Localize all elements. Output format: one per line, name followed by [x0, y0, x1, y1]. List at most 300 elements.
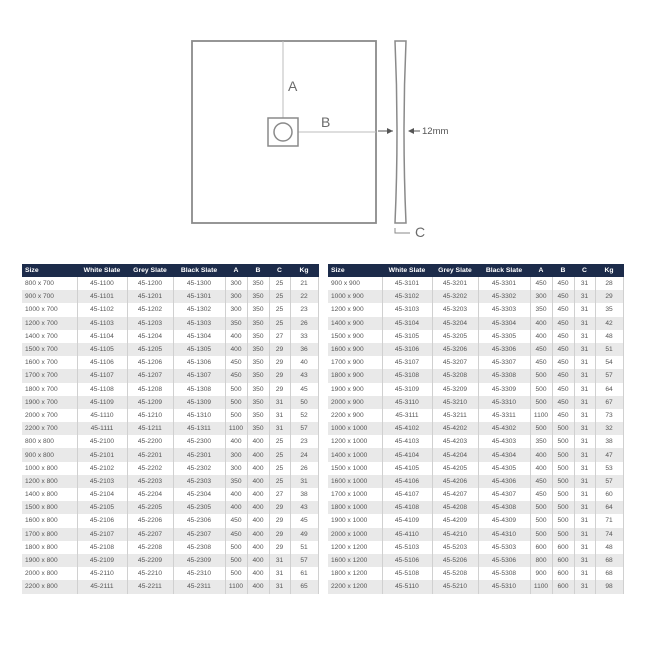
table-cell: 900 x 700 — [22, 290, 77, 303]
table-cell: 1400 x 900 — [328, 317, 382, 330]
table-cell: 1000 x 1000 — [328, 422, 382, 435]
table-cell: 450 — [530, 356, 552, 369]
table-cell: 45-1204 — [127, 330, 173, 343]
table-cell: 450 — [552, 343, 574, 356]
label-a: A — [288, 78, 298, 94]
table-cell: 23 — [290, 435, 318, 448]
table-cell: 45-3201 — [432, 277, 478, 290]
table-cell: 57 — [290, 554, 318, 567]
table-cell: 45-1103 — [77, 317, 127, 330]
table-cell: 400 — [530, 448, 552, 461]
table-cell: 500 — [552, 488, 574, 501]
table-cell: 64 — [595, 501, 623, 514]
table-cell: 600 — [552, 541, 574, 554]
table-cell: 31 — [574, 396, 595, 409]
table-cell: 45-4303 — [478, 435, 530, 448]
table-cell: 45-2307 — [173, 528, 225, 541]
size-table-right — [328, 264, 623, 594]
table-cell: 29 — [595, 290, 623, 303]
table-cell: 65 — [290, 580, 318, 593]
table-cell: 45-4105 — [382, 462, 432, 475]
table-cell: 45-3110 — [382, 396, 432, 409]
table-cell: 500 — [552, 462, 574, 475]
table-cell: 450 — [530, 343, 552, 356]
table-cell: 45-3108 — [382, 369, 432, 382]
table-cell: 45-2304 — [173, 488, 225, 501]
table-cell: 31 — [574, 383, 595, 396]
table-cell: 400 — [225, 435, 247, 448]
table-cell: 57 — [595, 475, 623, 488]
column-header: Kg — [595, 264, 623, 277]
table-cell: 45-2104 — [77, 488, 127, 501]
table-cell: 300 — [225, 462, 247, 475]
table-cell: 31 — [290, 475, 318, 488]
table-cell: 28 — [595, 277, 623, 290]
table-cell: 500 — [552, 435, 574, 448]
column-header: White Slate — [77, 264, 127, 277]
table-cell: 1700 x 700 — [22, 369, 77, 382]
table-cell: 1700 x 900 — [328, 356, 382, 369]
table-row — [22, 475, 318, 488]
table-cell: 45-2209 — [127, 554, 173, 567]
table-cell: 45-4107 — [382, 488, 432, 501]
table-cell: 31 — [574, 528, 595, 541]
table-row — [328, 448, 623, 461]
table-cell: 45-4305 — [478, 462, 530, 475]
table-cell: 29 — [269, 541, 290, 554]
table-cell: 45-2101 — [77, 448, 127, 461]
table-cell: 33 — [290, 330, 318, 343]
table-cell: 500 — [225, 567, 247, 580]
table-cell: 400 — [247, 488, 269, 501]
table-cell: 45-1302 — [173, 303, 225, 316]
table-row — [22, 330, 318, 343]
table-cell: 45-1303 — [173, 317, 225, 330]
table-cell: 45-1100 — [77, 277, 127, 290]
table-cell: 400 — [225, 330, 247, 343]
table-cell: 400 — [247, 567, 269, 580]
table-cell: 500 — [530, 501, 552, 514]
table-row — [22, 422, 318, 435]
table-cell: 31 — [574, 488, 595, 501]
table-cell: 600 — [530, 541, 552, 554]
table-row — [22, 541, 318, 554]
column-header: Kg — [290, 264, 318, 277]
table-cell: 45-2210 — [127, 567, 173, 580]
table-cell: 45-3103 — [382, 303, 432, 316]
table-cell: 45-1102 — [77, 303, 127, 316]
table-cell: 45-2305 — [173, 501, 225, 514]
table-cell: 45-3204 — [432, 317, 478, 330]
table-cell: 45-1209 — [127, 396, 173, 409]
table-row — [328, 462, 623, 475]
table-cell: 45-2309 — [173, 554, 225, 567]
table-cell: 45-3306 — [478, 343, 530, 356]
table-cell: 29 — [269, 356, 290, 369]
size-table-left — [22, 264, 318, 594]
table-cell: 400 — [247, 448, 269, 461]
table-cell: 500 — [530, 514, 552, 527]
table-cell: 45-1104 — [77, 330, 127, 343]
table-cell: 25 — [269, 303, 290, 316]
table-cell: 45-2310 — [173, 567, 225, 580]
table-cell: 23 — [290, 303, 318, 316]
table-cell: 45-1206 — [127, 356, 173, 369]
table-cell: 45-3308 — [478, 369, 530, 382]
table-cell: 45-2208 — [127, 541, 173, 554]
table-cell: 31 — [574, 356, 595, 369]
table-cell: 45-3104 — [382, 317, 432, 330]
table-cell: 450 — [225, 369, 247, 382]
table-cell: 31 — [269, 396, 290, 409]
table-cell: 43 — [290, 369, 318, 382]
table-cell: 31 — [574, 369, 595, 382]
table-cell: 45-2103 — [77, 475, 127, 488]
table-cell: 45-3111 — [382, 409, 432, 422]
table-cell: 350 — [247, 396, 269, 409]
table-cell: 500 — [225, 383, 247, 396]
table-body — [328, 277, 623, 594]
table-cell: 45-1101 — [77, 290, 127, 303]
table-cell: 45-3106 — [382, 343, 432, 356]
table-cell: 1200 x 700 — [22, 317, 77, 330]
table-cell: 1500 x 900 — [328, 330, 382, 343]
table-row — [22, 317, 318, 330]
table-row — [22, 514, 318, 527]
table-cell: 47 — [595, 448, 623, 461]
table-cell: 73 — [595, 409, 623, 422]
table-cell: 45-3208 — [432, 369, 478, 382]
table-cell: 400 — [247, 435, 269, 448]
arrow-right-icon — [387, 128, 393, 134]
table-cell: 45-3211 — [432, 409, 478, 422]
table-cell: 45-1109 — [77, 396, 127, 409]
table-cell: 45-5303 — [478, 541, 530, 554]
table-row — [22, 383, 318, 396]
table-cell: 31 — [574, 303, 595, 316]
table-cell: 1100 — [225, 422, 247, 435]
table-cell: 31 — [574, 567, 595, 580]
table-cell: 45-3207 — [432, 356, 478, 369]
table-cell: 45-5208 — [432, 567, 478, 580]
table-cell: 38 — [595, 435, 623, 448]
table-cell: 45-3304 — [478, 317, 530, 330]
table-row — [328, 330, 623, 343]
table-cell: 1900 x 900 — [328, 383, 382, 396]
table-cell: 1800 x 900 — [328, 369, 382, 382]
table-cell: 45-3105 — [382, 330, 432, 343]
table-row — [22, 409, 318, 422]
table-cell: 45-4102 — [382, 422, 432, 435]
table-cell: 45-4208 — [432, 501, 478, 514]
column-header: Black Slate — [173, 264, 225, 277]
table-cell: 45-2207 — [127, 528, 173, 541]
table-cell: 45-2301 — [173, 448, 225, 461]
table-cell: 450 — [552, 369, 574, 382]
table-cell: 45-1210 — [127, 409, 173, 422]
table-cell: 350 — [247, 290, 269, 303]
table-cell: 400 — [530, 330, 552, 343]
table-cell: 45-5210 — [432, 580, 478, 593]
table-cell: 45-4206 — [432, 475, 478, 488]
table-cell: 1000 x 800 — [22, 462, 77, 475]
table-cell: 900 — [530, 567, 552, 580]
table-cell: 45-2206 — [127, 514, 173, 527]
table-cell: 400 — [247, 475, 269, 488]
table-cell: 45-3307 — [478, 356, 530, 369]
table-cell: 450 — [530, 277, 552, 290]
table-cell: 450 — [530, 475, 552, 488]
table-cell: 350 — [247, 356, 269, 369]
column-header: Black Slate — [478, 264, 530, 277]
table-cell: 45-5203 — [432, 541, 478, 554]
table-cell: 45-4204 — [432, 448, 478, 461]
table-cell: 45-2201 — [127, 448, 173, 461]
table-cell: 45-2110 — [77, 567, 127, 580]
table-cell: 350 — [247, 317, 269, 330]
table-row — [328, 303, 623, 316]
table-cell: 500 — [530, 422, 552, 435]
column-header: C — [269, 264, 290, 277]
table-cell: 45-2200 — [127, 435, 173, 448]
table-cell: 45-1309 — [173, 396, 225, 409]
table-cell: 45-3303 — [478, 303, 530, 316]
table-cell: 71 — [595, 514, 623, 527]
table-cell: 1600 x 1200 — [328, 554, 382, 567]
table-cell: 1100 — [530, 409, 552, 422]
arrow-left-icon — [408, 128, 414, 134]
table-cell: 45-4104 — [382, 448, 432, 461]
table-cell: 1500 x 1000 — [328, 462, 382, 475]
table-cell: 50 — [290, 396, 318, 409]
table-cell: 1500 x 800 — [22, 501, 77, 514]
table-cell: 1900 x 700 — [22, 396, 77, 409]
table-cell: 68 — [595, 554, 623, 567]
table-cell: 1600 x 800 — [22, 514, 77, 527]
table-cell: 53 — [595, 462, 623, 475]
table-cell: 31 — [574, 475, 595, 488]
table-cell: 400 — [225, 343, 247, 356]
table-cell: 45-1307 — [173, 369, 225, 382]
table-cell: 45-4103 — [382, 435, 432, 448]
table-cell: 900 x 900 — [328, 277, 382, 290]
column-header: B — [247, 264, 269, 277]
table-cell: 22 — [290, 290, 318, 303]
table-cell: 400 — [247, 541, 269, 554]
table-cell: 45-5206 — [432, 554, 478, 567]
table-cell: 57 — [290, 422, 318, 435]
table-cell: 45-2211 — [127, 580, 173, 593]
table-row — [22, 396, 318, 409]
table-cell: 45-4307 — [478, 488, 530, 501]
table-cell: 350 — [247, 343, 269, 356]
table-cell: 45-1310 — [173, 409, 225, 422]
table-cell: 24 — [290, 448, 318, 461]
table-cell: 27 — [269, 330, 290, 343]
table-cell: 45-3209 — [432, 383, 478, 396]
table-cell: 1700 x 800 — [22, 528, 77, 541]
table-row — [328, 501, 623, 514]
table-cell: 45-1304 — [173, 330, 225, 343]
table-cell: 67 — [595, 396, 623, 409]
table-cell: 26 — [290, 462, 318, 475]
table-cell: 45-1305 — [173, 343, 225, 356]
table-cell: 31 — [574, 409, 595, 422]
table-cell: 45-4306 — [478, 475, 530, 488]
table-cell: 45-1208 — [127, 383, 173, 396]
table-cell: 1200 x 1200 — [328, 541, 382, 554]
table-cell: 25 — [269, 475, 290, 488]
table-cell: 1200 x 1000 — [328, 435, 382, 448]
table-cell: 45-1108 — [77, 383, 127, 396]
table-row — [328, 475, 623, 488]
table-cell: 450 — [225, 528, 247, 541]
table-row — [328, 409, 623, 422]
table-cell: 45-4109 — [382, 514, 432, 527]
table-cell: 45-3107 — [382, 356, 432, 369]
table-cell: 29 — [269, 369, 290, 382]
table-cell: 450 — [552, 356, 574, 369]
table-cell: 450 — [552, 303, 574, 316]
table-cell: 31 — [269, 580, 290, 593]
table-cell: 1000 x 700 — [22, 303, 77, 316]
table-cell: 31 — [269, 422, 290, 435]
table-cell: 36 — [290, 343, 318, 356]
table-cell: 31 — [574, 277, 595, 290]
table-cell: 45-2111 — [77, 580, 127, 593]
table-row — [22, 303, 318, 316]
table-row — [328, 369, 623, 382]
table-cell: 1700 x 1000 — [328, 488, 382, 501]
table-cell: 45-4108 — [382, 501, 432, 514]
table-cell: 1600 x 700 — [22, 356, 77, 369]
table-cell: 350 — [247, 383, 269, 396]
table-cell: 45-3302 — [478, 290, 530, 303]
table-cell: 45-5103 — [382, 541, 432, 554]
dimension-c-bracket — [395, 228, 410, 233]
table-cell: 2000 x 900 — [328, 396, 382, 409]
table-cell: 29 — [269, 383, 290, 396]
table-cell: 2200 x 1200 — [328, 580, 382, 593]
column-header: Size — [22, 264, 77, 277]
table-cell: 45-1105 — [77, 343, 127, 356]
table-cell: 400 — [247, 501, 269, 514]
table-cell: 500 — [552, 528, 574, 541]
table-cell: 45-2302 — [173, 462, 225, 475]
table-cell: 21 — [290, 277, 318, 290]
table-cell: 500 — [530, 528, 552, 541]
table-row — [328, 435, 623, 448]
table-cell: 500 — [552, 514, 574, 527]
table-cell: 500 — [530, 369, 552, 382]
table-cell: 500 — [530, 396, 552, 409]
table-cell: 45-4308 — [478, 501, 530, 514]
table-row — [22, 343, 318, 356]
table-row — [328, 356, 623, 369]
table-row — [22, 488, 318, 501]
table-cell: 400 — [530, 462, 552, 475]
table-cell: 45-2108 — [77, 541, 127, 554]
table-cell: 400 — [225, 488, 247, 501]
table-cell: 1500 x 700 — [22, 343, 77, 356]
table-cell: 31 — [574, 343, 595, 356]
table-cell: 31 — [574, 290, 595, 303]
table-cell: 31 — [574, 317, 595, 330]
table-cell: 25 — [269, 277, 290, 290]
table-row — [328, 528, 623, 541]
table-cell: 1600 x 900 — [328, 343, 382, 356]
table-cell: 49 — [290, 528, 318, 541]
table-cell: 45-2303 — [173, 475, 225, 488]
table-cell: 45-2202 — [127, 462, 173, 475]
table-row — [22, 501, 318, 514]
table-cell: 500 — [225, 396, 247, 409]
table-cell: 45-3205 — [432, 330, 478, 343]
table-cell: 300 — [225, 448, 247, 461]
table-row — [22, 277, 318, 290]
table-cell: 1600 x 1000 — [328, 475, 382, 488]
label-b: B — [321, 114, 331, 130]
table-row — [22, 435, 318, 448]
table-cell: 300 — [225, 277, 247, 290]
table-row — [328, 488, 623, 501]
table-cell: 45-2300 — [173, 435, 225, 448]
table-cell: 2200 x 900 — [328, 409, 382, 422]
table-cell: 45-2205 — [127, 501, 173, 514]
table-cell: 26 — [290, 317, 318, 330]
table-cell: 43 — [290, 501, 318, 514]
table-cell: 45-2107 — [77, 528, 127, 541]
table-cell: 51 — [595, 343, 623, 356]
table-header-row — [328, 264, 623, 277]
table-cell: 45-3309 — [478, 383, 530, 396]
table-cell: 800 x 800 — [22, 435, 77, 448]
table-cell: 45-3101 — [382, 277, 432, 290]
table-cell: 450 — [552, 317, 574, 330]
table-row — [328, 554, 623, 567]
table-cell: 52 — [290, 409, 318, 422]
table-row — [22, 554, 318, 567]
table-row — [328, 580, 623, 593]
table-cell: 350 — [530, 435, 552, 448]
table-cell: 1400 x 1000 — [328, 448, 382, 461]
label-gap: 12mm — [422, 126, 449, 137]
column-header: B — [552, 264, 574, 277]
table-cell: 1400 x 800 — [22, 488, 77, 501]
column-header: Grey Slate — [432, 264, 478, 277]
column-header: A — [225, 264, 247, 277]
table-cell: 800 x 700 — [22, 277, 77, 290]
table-cell: 1100 — [225, 580, 247, 593]
table-cell: 2200 x 800 — [22, 580, 77, 593]
table-cell: 31 — [574, 435, 595, 448]
table-cell: 45-3310 — [478, 396, 530, 409]
column-header: Grey Slate — [127, 264, 173, 277]
table-cell: 1800 x 800 — [22, 541, 77, 554]
table-cell: 500 — [552, 475, 574, 488]
table-cell: 25 — [269, 290, 290, 303]
table-cell: 45-4309 — [478, 514, 530, 527]
table-cell: 45-1107 — [77, 369, 127, 382]
table-cell: 350 — [225, 475, 247, 488]
table-cell: 1900 x 1000 — [328, 514, 382, 527]
table-cell: 450 — [552, 330, 574, 343]
table-cell: 61 — [290, 567, 318, 580]
table-row — [22, 356, 318, 369]
table-cell: 31 — [269, 567, 290, 580]
table-cell: 48 — [595, 541, 623, 554]
table-cell: 45-4209 — [432, 514, 478, 527]
